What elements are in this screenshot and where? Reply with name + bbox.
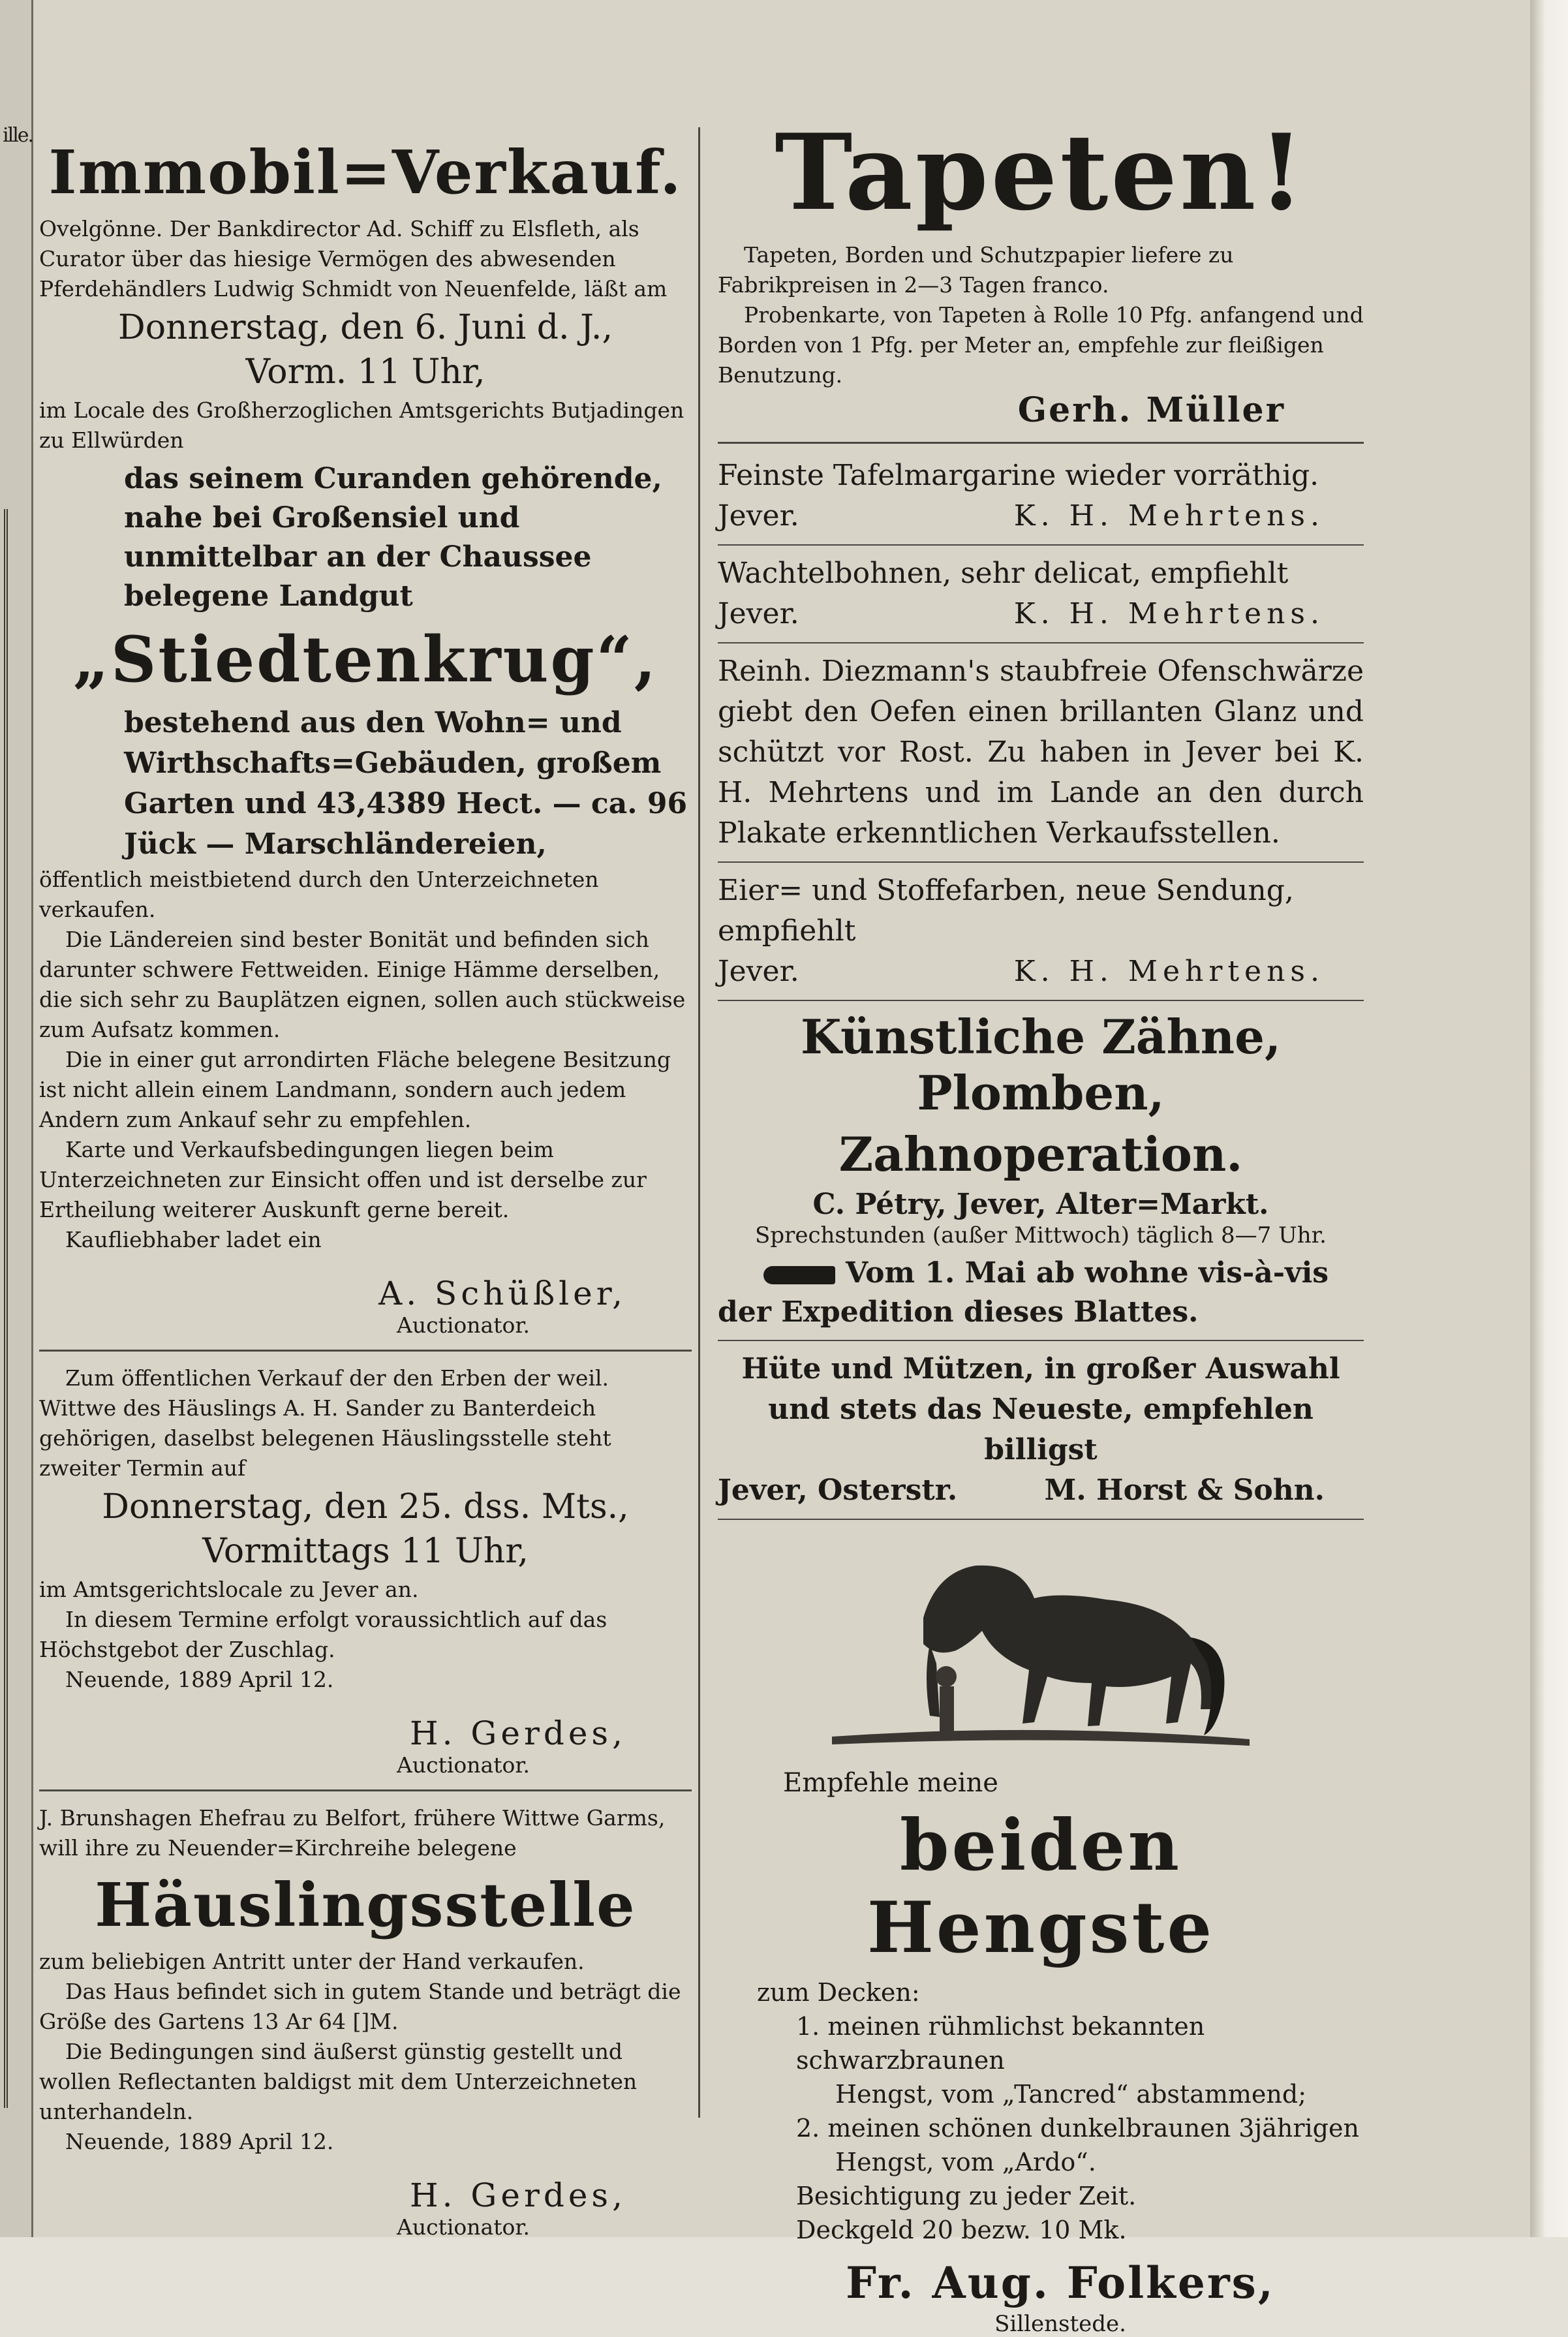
sander-ad: [39, 1363, 692, 1778]
sander-place-date: Neuende, 1889 April 12.: [65, 1667, 334, 1692]
divider: [718, 1000, 1364, 1001]
sander-signature: H. Gerdes,: [410, 1714, 626, 1752]
sander-location: im Amtsgerichtslocale zu Jever an.: [39, 1577, 419, 1602]
haeusling-signature: H. Gerdes,: [410, 2176, 626, 2214]
pointing-hand-icon: [763, 1266, 835, 1284]
farben-ad: [718, 871, 1364, 992]
margarine-sign-row: [718, 496, 1364, 536]
hengste-signature: Fr. Aug. Folkers,: [846, 2257, 1275, 2308]
sander-sign-title: Auctionator.: [397, 1752, 530, 1778]
farben-sig: K. H. Mehrtens.: [1013, 955, 1325, 988]
hute-sig: M. Horst & Sohn.: [1044, 1474, 1325, 1507]
haeusling-p1: Das Haus befindet sich in gutem Stande und beträgt die Größe des Gartens 13 Ar 64 []M.: [39, 1979, 681, 2034]
haeusling-place-date: Neuende, 1889 April 12.: [65, 2129, 334, 2154]
wachtel-sig: K. H. Mehrtens.: [1013, 597, 1325, 630]
hute-place: Jever, Osterstr.: [718, 1474, 958, 1507]
farben-sign-row: [718, 952, 1364, 992]
farben-place: Jever.: [718, 955, 799, 988]
margarine-place: Jever.: [718, 499, 799, 533]
immobil-p1: Die Ländereien sind bester Bonität und befinden sich darunter schwere Fettweiden. Einige Hämme derselben, die sich sehr zu Bauplätzen eignen, sollen auch stückweise zum Aufsatz kommen.: [39, 927, 686, 1042]
zaehne-move-text: Vom 1. Mai ab wohne vis-à-vis der Expedition dieses Blattes.: [718, 1256, 1329, 1329]
immobil-bold2: bestehend aus den Wohn= und Wirthschafts=Gebäuden, großem Garten und 43,4389 Hect. — ca. 96 Jück — Marschländereien,: [124, 706, 688, 861]
hengste-deckgeld: Deckgeld 20 bezw. 10 Mk.: [796, 2216, 1127, 2244]
haeusling-intro: J. Brunshagen Ehefrau zu Belfort, frühere Wittwe Garms, will ihre zu Neuender=Kirchreihe belegene: [39, 1805, 666, 1861]
immobil-signature: A. Schüßler,: [378, 1275, 626, 1312]
left-column: [39, 124, 692, 2240]
farben-line2: empfiehlt: [718, 914, 856, 948]
immobil-intro: Ovelgönne. Der Bankdirector Ad. Schiff zu Elsfleth, als Curator über das hiesige Vermögen des abwesenden Pferdehändlers Ludwig Schmidt von Neuenfelde, läßt am: [39, 216, 668, 302]
wachtel-sign-row: [718, 594, 1364, 634]
decorative-border: [4, 509, 27, 2108]
estate-name: „Stiedtenkrug“,: [72, 623, 658, 696]
wachtel-line: Wachtelbohnen, sehr delicat, empfiehlt: [718, 557, 1289, 590]
hengste-place: Sillenstede.: [994, 2311, 1126, 2337]
immobil-ad: [39, 137, 692, 1338]
immobil-p3: Karte und Verkaufsbedingungen liegen beim Unterzeichneten zur Einsicht offen und ist derselbe zur Ertheilung weiterer Auskunft gerne bereit.: [39, 1137, 647, 1222]
immobil-location: im Locale des Großherzoglichen Amtsgerichts Butjadingen zu Ellwürden: [39, 397, 684, 453]
ofen-text: Reinh. Diezmann's staubfreie Ofenschwärze giebt den Oefen einen brillanten Glanz und schützt vor Rost. Zu haben in Jever bei K. H. Mehrtens und im Lande an den durch Plakate erkenntlichen Verkaufsstellen.: [718, 655, 1364, 850]
zaehne-move: [718, 1254, 1364, 1332]
wachtel-ad: [718, 553, 1364, 634]
divider: [718, 1519, 1364, 1520]
immobil-bold1: das seinem Curanden gehörende, nahe bei Großensiel und unmittelbar an der Chaussee belegene Landgut: [124, 462, 662, 613]
hute-text: Hüte und Mützen, in großer Auswahl und stets das Neueste, empfehlen billigst: [741, 1352, 1340, 1466]
margarine-ad: [718, 456, 1364, 536]
haeusling-p2: Die Bedingungen sind äußerst günstig gestellt und wollen Reflectanten baldigst mit dem Unterzeichneten unterhandeln.: [39, 2039, 638, 2124]
ofen-ad: [718, 651, 1364, 854]
haeusling-ad: [39, 1803, 692, 2240]
tapeten-title: Tapeten!: [775, 111, 1307, 234]
immobil-sign-title: Auctionator.: [397, 1312, 530, 1338]
tapeten-p1: Tapeten, Borden und Schutzpapier liefere zu Fabrikpreisen in 2—3 Tagen franco.: [718, 242, 1234, 298]
hengste-ad: [718, 1546, 1364, 2337]
zaehne-sub: C. Pétry, Jever, Alter=Markt.: [812, 1188, 1269, 1221]
tapeten-ad: [718, 111, 1364, 430]
sliver-text: ille.: [3, 124, 33, 147]
haeusling-title: Häuslingsstelle: [95, 1870, 636, 1940]
margarine-line: Feinste Tafelmargarine wieder vorräthig.: [718, 459, 1319, 492]
right-column: [718, 111, 1364, 2337]
page-edge: [1530, 0, 1568, 2237]
immobil-p4: Kaufliebhaber ladet ein: [65, 1227, 322, 1252]
hengste-item1b: Hengst, vom „Tancred“ abstammend;: [835, 2080, 1306, 2109]
sander-intro: Zum öffentlichen Verkauf der den Erben der weil. Wittwe des Häuslings A. H. Sander zu Banterdeich gehörigen, daselbst belegenen Häuslingsstelle steht zweiter Termin auf: [39, 1365, 611, 1481]
divider: [39, 1350, 692, 1352]
immobil-p2: Die in einer gut arrondirten Fläche belegene Besitzung ist nicht allein einem Landmann, sondern auch jedem Andern zum Ankauf sehr zu empfehlen.: [39, 1047, 671, 1132]
immobil-sale: öffentlich meistbietend durch den Unterzeichneten verkaufen.: [39, 867, 599, 922]
farben-line1: Eier= und Stoffefarben, neue Sendung,: [718, 874, 1294, 907]
tapeten-p2: Probenkarte, von Tapeten à Rolle 10 Pfg. anfangend und Borden von 1 Pfg. per Meter an, empfehle zur fleißigen Benutzung.: [718, 302, 1364, 388]
zaehne-title1: Künstliche Zähne, Plomben,: [800, 1009, 1282, 1121]
hute-ad: [718, 1349, 1364, 1511]
divider: [718, 861, 1364, 863]
hengste-besicht: Besichtigung zu jeder Zeit.: [796, 2182, 1137, 2210]
sander-p1: In diesem Termine erfolgt voraussichtlich auf das Höchstgebot der Zuschlag.: [39, 1607, 607, 1662]
haeusling-sign-title: Auctionator.: [397, 2214, 530, 2240]
column-divider: [698, 127, 700, 2118]
hengste-item2a: 2. meinen schönen dunkelbraunen 3jährigen: [796, 2114, 1359, 2143]
hengste-item1a: 1. meinen rühmlichst bekannten schwarzbraunen: [796, 2012, 1205, 2075]
hengste-empfehle: Empfehle meine: [783, 1768, 998, 1798]
hengste-zum: zum Decken:: [757, 1978, 920, 2007]
divider: [718, 1340, 1364, 1341]
horse-illustration: [825, 1546, 1256, 1755]
divider: [39, 1789, 692, 1791]
divider: [718, 642, 1364, 643]
hengste-item2b: Hengst, vom „Ardo“.: [835, 2148, 1096, 2176]
hengste-title: beiden Hengste: [867, 1804, 1215, 1969]
zaehne-title2: Zahnoperation.: [838, 1126, 1243, 1182]
margarine-sig: K. H. Mehrtens.: [1013, 499, 1325, 533]
zaehne-hours: Sprechstunden (außer Mittwoch) täglich 8—7 Uhr.: [755, 1222, 1327, 1248]
divider: [718, 442, 1364, 444]
zaehne-ad: [718, 1009, 1364, 1332]
sander-time: Vormittags 11 Uhr,: [202, 1532, 529, 1571]
haeusling-p0: zum beliebigen Antritt unter der Hand verkaufen.: [39, 1949, 585, 1974]
tapeten-signature: Gerh. Müller: [1017, 390, 1285, 430]
hute-sign-row: [718, 1470, 1364, 1511]
immobil-date: Donnerstag, den 6. Juni d. J.,: [118, 308, 613, 347]
immobil-title: Immobil=Verkauf.: [48, 137, 683, 208]
wachtel-place: Jever.: [718, 597, 799, 630]
divider: [718, 544, 1364, 546]
immobil-time: Vorm. 11 Uhr,: [245, 352, 485, 392]
previous-page-edge: [0, 0, 33, 2237]
sander-date: Donnerstag, den 25. dss. Mts.,: [102, 1487, 629, 1526]
horse-icon: [825, 1546, 1256, 1755]
